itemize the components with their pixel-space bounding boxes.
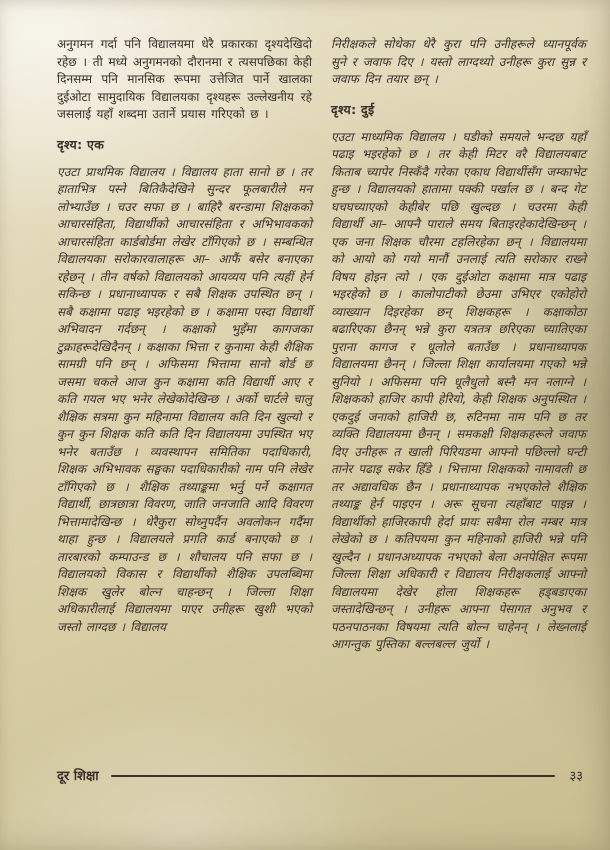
footer-rule [111, 775, 556, 778]
intro-paragraph: अनुगमन गर्दा पनि विद्यालयमा धेरै प्रकारका दृश्यदेखिदो रहेछ । ती मध्ये अनुगमनको दौरानमा र त्यसपछिका केही दिनसम्म पनि मानसिक रूपमा उत्तेजित पार्ने खालका दुईओटा सामुदायिक विद्यालयका दृश्यहरू उल्लेखनीय रहे जसलाई यहाँ शब्दमा उतार्ने प्रयास गरिएको छ । [57, 37, 312, 121]
scene-two-heading: दृश्य: दुई [331, 101, 375, 117]
right-column [331, 36, 586, 654]
scene-one-heading: दृश्य: एक [57, 136, 105, 152]
scene-two-paragraph: एउटा माध्यमिक विद्यालय । घडीको समयले भन्दछ यहाँ पढाइ भइरहेको छ । तर केही मिटर वरै विद्यालयबाट किताब च्यापेर निस्कँदै गरेका एकाध विद्यार्थीसँग जम्काभेट हुन्छ । विद्यालयको हातामा पक्की पर्खाल छ । बन्द गेट घचघच्याएको केहीबेर पछि खुल्दछ । चउरमा केही विद्यार्थी आ– आफ्नै पाराले समय बिताइरहेकादेखिन्छन् । एक जना शिक्षक चौरमा टहलिरहेका छन् । विद्यालयमा को आयो को गयो मानौं उनलाई त्यति सरोकार राख्ने विषय होइन त्यो । एक दुईओटा कक्षामा मात्र पढाइ भइरहेको छ । कालोपाटीको छेउमा उभिएर एकोहोरो व्याख्यान दिइरहेका छन् शिक्षकहरू । कक्षाकोठा बढारिएका छैनन् भन्ने कुरा यत्रतत्र छरिएका च्यातिएका पुराना कागज र धूलोले बताउँछ । प्रधानाध्यापक विद्यालयमा छैनन् । जिल्ला शिक्षा कार्यालयमा गएको भन्ने सुनियो । अफिसमा पनि धूलैधुलो बस्नै मन नलाग्ने । शिक्षकको हाजिर कापी हेरियो, केही शिक्षक अनुपस्थित । एकदुई जनाको हाजिरी छ, रुटिनमा नाम पनि छ तर व्यक्ति विद्यालयमा छैनन् । समकक्षी शिक्षकहरूले जवाफ दिए उनीहरू त खाली पिरियडमा आफ्नो पछिल्लो घन्टी तानेर पढाइ सकेर हिँडे । भित्तामा शिक्षकको नामावली छ तर अद्यावधिक छैन । प्रधानाध्यापक नभएकोले शैक्षिक तथ्याङ्क हेर्न पाइएन । अरू सूचना त्यहाँबाट पाइन्न । विद्यार्थीको हाजिरकापी हेर्दा प्रायः सबैमा रोल नम्बर मात्र लेखेको छ । कतिपयमा कुन महिनाको हाजिरी भन्ने पनि खुल्दैन । प्रधानअध्यापक नभएको बेला अनपेक्षित रूपमा जिल्ला शिक्षा अधिकारी र विद्यालय निरीक्षकलाई आफ्नो विद्यालयमा देखेर होला शिक्षकहरू हड्बडाएका जस्तादेखिन्छन् । उनीहरू आफ्ना पेसागत अनुभव र पठनपाठनका विषयमा त्यति बोल्न चाहेनन् । लेख्नलाई आगन्तुक पुस्तिका बल्लबल्ल जुर्यो । [331, 129, 586, 651]
page-footer [57, 766, 583, 784]
page-number: ३३ [569, 769, 583, 784]
scene-one-paragraph: एउटा प्राथमिक विद्यालय । विद्यालय हाता सानो छ । तर हाताभित्र पस्ने बितिकैदेखिने सुन्दर फूलबारीले मन लोभ्याउँछ । चउर सफा छ । बाहिरै बरन्डामा शिक्षकको आचारसंहिता, विद्यार्थीको आचारसंहिता र अभिभावकको आचारसंहिता कार्डबोर्डमा लेखेर टाँगिएको छ । सम्बन्धित विद्यालयका सरोकारवालाहरू आ– आफैं बसेर बनाएका रहेछन् । तीन वर्षको विद्यालयको आयव्यय पनि त्यहीं हेर्न सकिन्छ । प्रधानाध्यापक र सबै शिक्षक उपस्थित छन् । सबै कक्षामा पढाइ भइरहेको छ । कक्षामा पस्दा विद्यार्थी अभिवादन गर्दछन् । कक्षाको भुइँमा कागजका टुक्राहरूदेखिदैनन् । कक्षाका भित्ता र कुनामा केही शैक्षिक सामग्री पनि छन् । अफिसमा भित्तामा सानो बोर्ड छ जसमा चकले आज कुन कक्षामा कति विद्यार्थी आए र कति गयल भए भनेर लेखेकोदेखिन्छ । अर्को चार्टले चालु शैक्षिक सत्रमा कुन महिनामा विद्यालय कति दिन खुल्यो र कुन कुन शिक्षक कति कति दिन विद्यालयमा उपस्थित भए भनेर बताउँछ । व्यवस्थापन समितिका पदाधिकारी, शिक्षक अभिभावक सङ्घका पदाधिकारीको नाम पनि लेखेर टाँगिएको छ । शैक्षिक तथ्याङ्कमा भर्नु पर्ने कक्षागत विद्यार्थी, छात्रछात्रा विवरण, जाति जनजाति आदि विवरण भित्तामादेखिन्छ । धेरैकुरा सोध्नुपर्दैन अवलोकन गर्दैमा थाहा हुन्छ । विद्यालयले प्रगति कार्ड बनाएको छ । तारबारको कम्पाउन्ड छ । शौचालय पनि सफा छ । विद्यालयको विकास र विद्यार्थीको शैक्षिक उपलब्धिमा शिक्षक खुलेर बोल्न चाहन्छन् । जिल्ला शिक्षा अधिकारीलाई विद्यालयमा पाएर उनीहरू खुशी भएको जस्तो लाग्दछ । विद्यालय [57, 164, 312, 634]
text-columns [57, 36, 586, 654]
left-column [57, 36, 312, 654]
journal-title: दूर शिक्षा [57, 769, 99, 784]
scene-one-continuation-paragraph: निरीक्षकले सोधेका धेरै कुरा पनि उनीहरूले ध्यानपूर्वक सुने र जवाफ दिए । यस्तो लाग्दथ्यो उनीहरू कुरा सुन्न र जवाफ दिन तयार छन् । [331, 37, 586, 86]
